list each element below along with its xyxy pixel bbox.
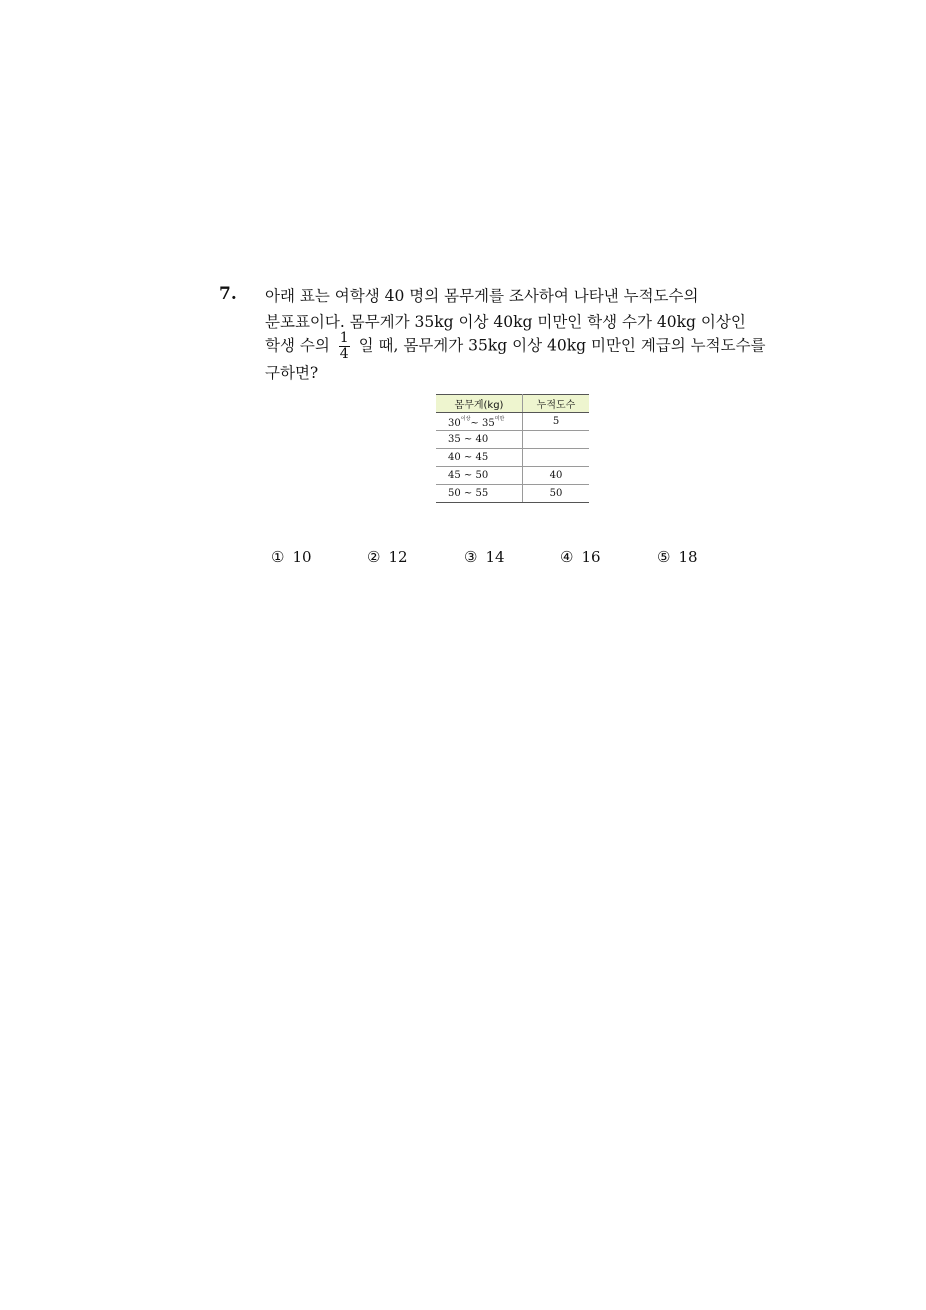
- choice-value: 10: [292, 548, 312, 566]
- header-cumulative-frequency: 누적도수: [523, 395, 590, 413]
- question-number: 7.: [219, 284, 237, 304]
- fraction-numerator: 1: [339, 330, 349, 346]
- question-line-3-before: 학생 수의: [265, 336, 330, 355]
- class-high: 50: [475, 470, 489, 481]
- weight-class: $30^{이상}\sim$ $35^{미만}$: [436, 413, 523, 431]
- choice-mark: ②: [367, 548, 381, 566]
- cumulative-value: 40: [523, 467, 590, 485]
- choice-4[interactable]: [560, 548, 601, 566]
- weight-class: 45 ~ 50: [436, 467, 523, 485]
- fraction-one-quarter: [339, 331, 350, 362]
- class-low: 35: [448, 434, 461, 445]
- cumulative-value: [523, 431, 590, 449]
- class-high: 45: [475, 452, 489, 463]
- table-row: [436, 485, 589, 503]
- class-high: 35: [481, 417, 495, 429]
- cumulative-value: 5: [523, 413, 590, 431]
- superscript-lower: 이상: [460, 415, 471, 422]
- answer-choices: [0, 548, 926, 568]
- class-low: 50: [448, 488, 461, 499]
- cumulative-value: [523, 449, 590, 467]
- question-line-4: 구하면?: [265, 364, 319, 382]
- question-line-1: 아래 표는 여학생 40 명의 몸무게를 조사하여 나타낸 누적도수의: [265, 287, 699, 305]
- table-row: [436, 449, 589, 467]
- header-weight: 몸무게(kg): [436, 395, 523, 413]
- choice-2[interactable]: [367, 548, 408, 566]
- fraction-denominator: 4: [339, 346, 349, 362]
- table-row: [436, 431, 589, 449]
- class-high: 40: [475, 434, 489, 445]
- weight-class: 50 ~ 55: [436, 485, 523, 503]
- choice-mark: ④: [560, 548, 574, 566]
- question-line-2: 분포표이다. 몸무게가 35kg 이상 40kg 미만인 학생 수가 40kg 이상인: [265, 313, 746, 331]
- question-line-3-after: 일 때, 몸무게가 35kg 이상 40kg 미만인 계급의 누적도수를: [358, 336, 766, 355]
- table-row: [436, 413, 589, 431]
- weight-class: 35 ~ 40: [436, 431, 523, 449]
- question-line-3: [265, 331, 766, 362]
- choice-3[interactable]: [464, 548, 505, 566]
- choice-5[interactable]: [657, 548, 698, 566]
- choice-value: 12: [388, 548, 408, 566]
- choice-1[interactable]: [271, 548, 312, 566]
- cumulative-value: 50: [523, 485, 590, 503]
- choice-value: 16: [581, 548, 601, 566]
- weight-class: 40 ~ 45: [436, 449, 523, 467]
- cumulative-frequency-table: [436, 394, 589, 503]
- choice-value: 18: [678, 548, 698, 566]
- class-high: 55: [475, 488, 489, 499]
- choice-mark: ⑤: [657, 548, 671, 566]
- superscript-upper: 미만: [494, 415, 505, 422]
- choice-value: 14: [485, 548, 505, 566]
- table-row: [436, 467, 589, 485]
- class-low: 30: [448, 417, 461, 429]
- class-low: 45: [448, 470, 461, 481]
- choice-mark: ③: [464, 548, 478, 566]
- choice-mark: ①: [271, 548, 285, 566]
- table-header-row: [436, 395, 589, 413]
- class-low: 40: [448, 452, 461, 463]
